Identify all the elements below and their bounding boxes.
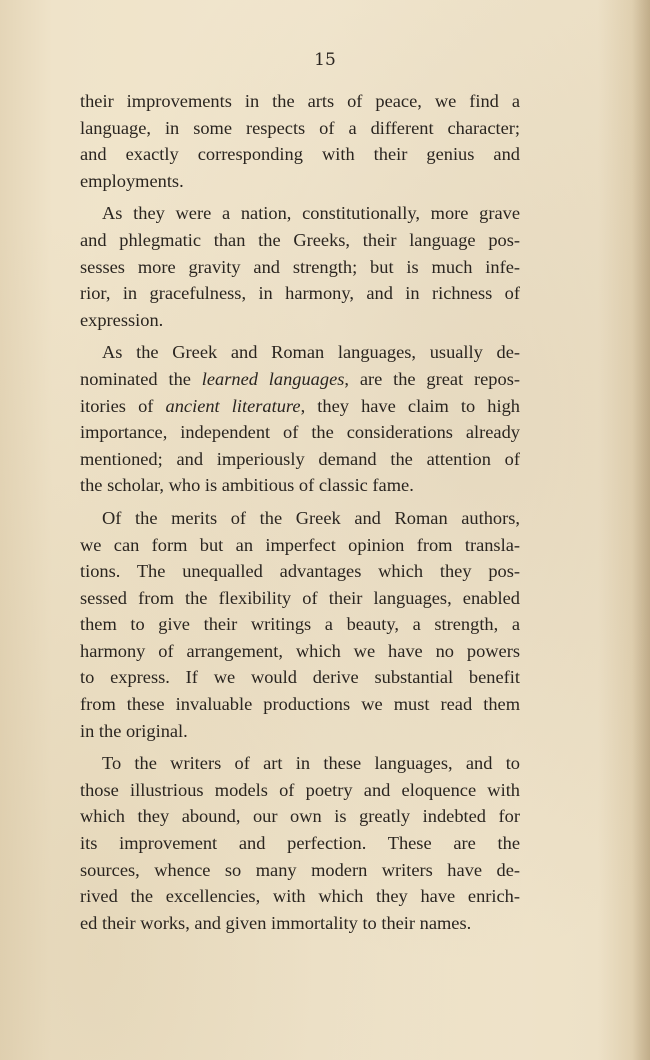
- text-line: them to give their writings a beauty, a strength, a: [80, 614, 520, 635]
- text-line: Of the merits of the Greek and Roman authors,: [102, 507, 520, 528]
- text-line: rived the excellencies, with which they have enrich-: [80, 886, 520, 907]
- text-line: importance, independent of the considerations already: [80, 422, 520, 443]
- text-line: to express. If we would derive substantial benefit: [80, 667, 520, 688]
- text-line: we can form but an imperfect opinion from transla-: [80, 534, 520, 555]
- text-line: tions. The unequalled advantages which they pos-: [80, 561, 520, 582]
- text-line: expression.: [80, 309, 164, 330]
- page-edge-shadow: [632, 0, 650, 1060]
- body-text: [80, 88, 520, 936]
- text-run: nominated the: [80, 368, 191, 389]
- paragraph-5: [80, 750, 520, 936]
- text-line: and exactly corresponding with their genius and: [80, 144, 520, 165]
- text-line: ed their works, and given immortality to their names.: [80, 912, 472, 933]
- text-line: rior, in gracefulness, in harmony, and in richness of: [80, 283, 520, 304]
- text-line: language, in some respects of a different character;: [80, 117, 520, 138]
- text-line: [80, 366, 520, 393]
- text-line: in the original.: [80, 720, 188, 741]
- paragraph-4: [80, 505, 520, 744]
- text-line: sessed from the flexibility of their languages, enabled: [80, 587, 520, 608]
- text-line: the scholar, who is ambitious of classic fame.: [80, 475, 414, 496]
- text-run: itories of: [80, 395, 154, 416]
- paragraph-1: [80, 88, 520, 194]
- text-line: To the writers of art in these languages, and to: [102, 753, 520, 774]
- text-line: As the Greek and Roman languages, usually de-: [102, 342, 520, 363]
- italic-phrase: ancient literature: [165, 395, 301, 416]
- text-line: their improvements in the arts of peace, we find a: [80, 91, 520, 111]
- text-line: and phlegmatic than the Greeks, their language pos-: [80, 229, 520, 250]
- text-line: As they were a nation, constitutionally, more grave: [102, 203, 520, 224]
- text-line: mentioned; and imperiously demand the attention of: [80, 448, 520, 469]
- text-line: which they abound, our own is greatly indebted for: [80, 806, 520, 827]
- text-line: employments.: [80, 170, 184, 191]
- text-run: , are the great repos-: [344, 368, 520, 389]
- text-line: sources, whence so many modern writers have de-: [80, 859, 520, 880]
- text-line: sesses more gravity and strength; but is much infe-: [80, 256, 520, 277]
- italic-phrase: learned languages: [201, 368, 345, 389]
- paragraph-3: [80, 339, 520, 499]
- page-number: 15: [314, 50, 336, 70]
- text-line: [80, 393, 520, 420]
- paragraph-2: [80, 200, 520, 333]
- text-line: harmony of arrangement, which we have no powers: [80, 640, 520, 661]
- text-line: from these invaluable productions we must read them: [80, 694, 520, 715]
- text-line: those illustrious models of poetry and eloquence with: [80, 779, 520, 800]
- text-line: its improvement and perfection. These are the: [80, 833, 520, 854]
- text-run: , they have claim to high: [300, 395, 520, 416]
